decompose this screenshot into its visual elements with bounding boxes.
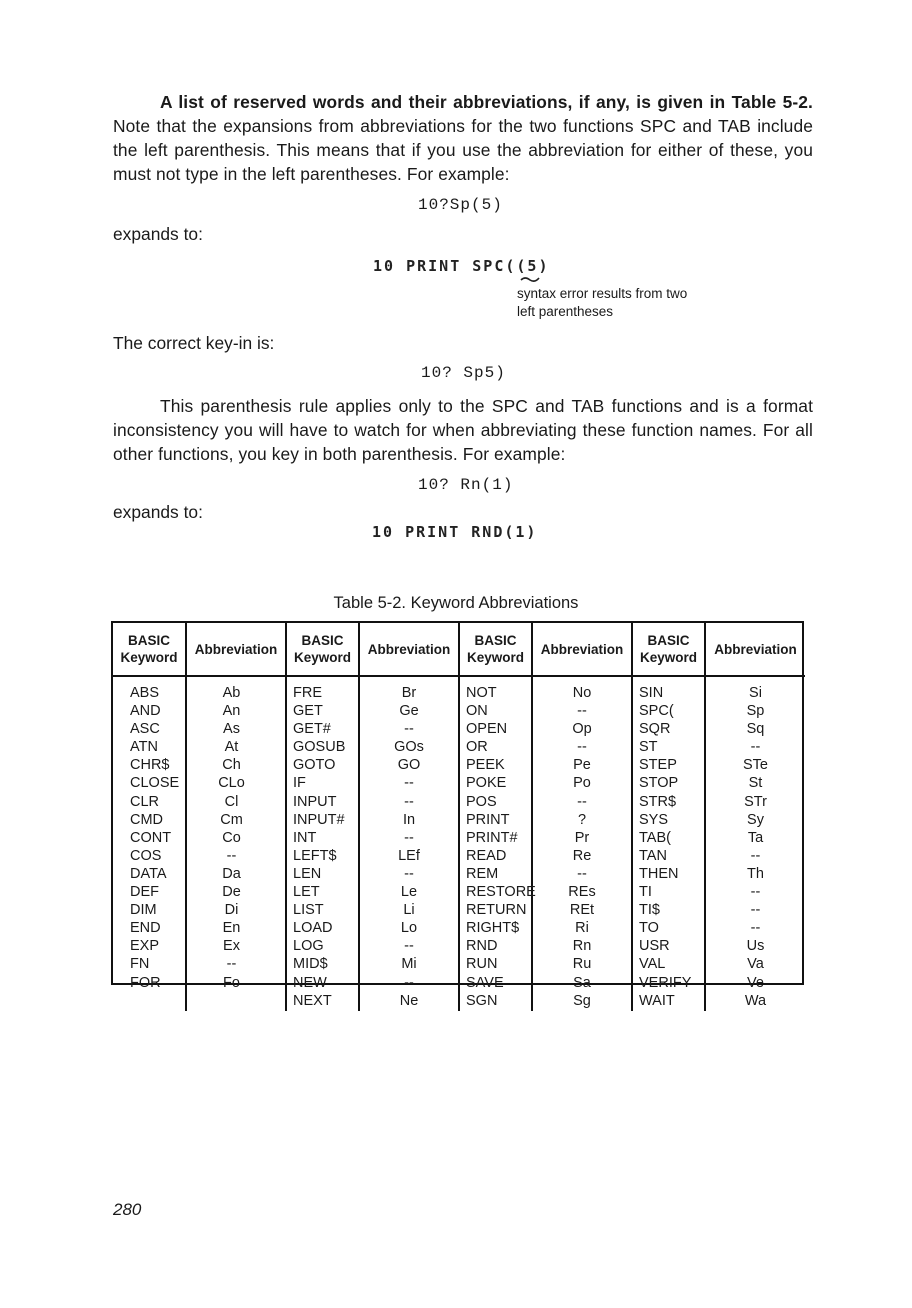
abbreviation-cell: Di bbox=[224, 902, 239, 919]
keyword-cell: FOR bbox=[130, 974, 161, 991]
abbreviation-cell: Ge bbox=[399, 703, 419, 720]
abbreviation-cell: -- bbox=[404, 793, 414, 810]
abbreviation-cell: Da bbox=[222, 865, 241, 882]
header-keyword-1: BASIC Keyword bbox=[113, 623, 186, 676]
abbreviation-cell: -- bbox=[750, 920, 761, 937]
example2-output: 10 PRINT RND(1) bbox=[372, 523, 538, 541]
keyword-cell: IF bbox=[293, 775, 306, 792]
abbreviation-cell: At bbox=[224, 739, 239, 756]
parenthesis-rule-paragraph: This parenthesis rule applies only to the SPC and TAB functions and is a format inconsistency you will have to watch for when abbreviating these function names. For all other functions, you key in both parenthesis. For example: bbox=[113, 396, 813, 464]
keyword-cell: POS bbox=[466, 793, 497, 810]
annotation-line-1: syntax error results from two bbox=[517, 286, 688, 301]
keyword-cell: LIST bbox=[293, 902, 324, 919]
keyword-cell: SGN bbox=[466, 992, 498, 1009]
keyword-cell: OPEN bbox=[466, 721, 508, 738]
abbreviation-cell: STr bbox=[744, 793, 767, 810]
keyword-cell: STR$ bbox=[639, 793, 677, 810]
table-header-row bbox=[113, 623, 805, 676]
abbreviation-cell: -- bbox=[577, 865, 587, 882]
example2-input: 10? Rn(1) bbox=[418, 476, 514, 494]
keyword-cell: INT bbox=[293, 829, 317, 846]
keyword-cell: DEF bbox=[130, 884, 159, 901]
abbreviation-cell: -- bbox=[404, 721, 414, 738]
keyword-cell: END bbox=[130, 920, 161, 937]
header-abbreviation-1: Abbreviation bbox=[186, 623, 286, 676]
keyword-cell: CLR bbox=[130, 793, 160, 810]
keyword-cell: ATN bbox=[130, 739, 158, 756]
abbreviation-cell: As bbox=[223, 721, 240, 738]
keyword-cell: MID$ bbox=[293, 956, 328, 973]
abbreviation-cell: Op bbox=[572, 721, 592, 738]
keyword-cell: GOSUB bbox=[293, 739, 346, 756]
abbreviation-cell: REs bbox=[568, 884, 596, 901]
abbreviation-cell: -- bbox=[404, 938, 414, 955]
abbreviation-cell: Co bbox=[222, 829, 241, 846]
keyword-cell: OR bbox=[466, 739, 488, 756]
keyword-cell: CONT bbox=[130, 829, 172, 846]
squiggle-mark-icon bbox=[520, 275, 540, 283]
keyword-cell: NEW bbox=[293, 974, 327, 991]
keyword-cell: TI$ bbox=[639, 902, 660, 919]
abbreviation-column-2 bbox=[359, 676, 459, 1011]
abbreviation-cell: Va bbox=[747, 956, 764, 973]
keyword-cell: LET bbox=[293, 884, 320, 901]
keyword-abbreviations-table bbox=[111, 621, 804, 1009]
abbreviation-column-4 bbox=[705, 676, 805, 1011]
header-keyword-3: BASIC Keyword bbox=[459, 623, 532, 676]
keyword-cell: CHR$ bbox=[130, 757, 170, 774]
keyword-cell: FN bbox=[130, 956, 150, 973]
abbreviation-cell: Rn bbox=[572, 938, 592, 955]
abbreviation-cell: -- bbox=[404, 865, 414, 882]
abbreviation-cell: Cm bbox=[220, 811, 243, 828]
table-body-row bbox=[113, 676, 805, 1011]
abbreviation-cell: Sy bbox=[747, 811, 764, 828]
correct-keyin: 10? Sp5) bbox=[421, 364, 506, 382]
abbreviation-cell: STe bbox=[743, 757, 768, 774]
keyword-cell: LEN bbox=[293, 865, 322, 882]
table-caption: Table 5-2. Keyword Abbreviations bbox=[333, 594, 579, 612]
keyword-cell: TO bbox=[639, 920, 659, 937]
keyword-cell: DIM bbox=[130, 902, 157, 919]
abbreviation-column-3 bbox=[532, 676, 632, 1011]
keyword-cell: USR bbox=[639, 938, 670, 955]
abbreviation-cell: Si bbox=[749, 685, 762, 701]
abbreviation-cell: Ne bbox=[399, 992, 419, 1009]
abbreviation-cell: Po bbox=[573, 775, 591, 792]
keyword-column-1 bbox=[113, 676, 186, 1011]
keyword-cell: THEN bbox=[639, 865, 679, 882]
example1-output: 10 PRINT SPC((5) bbox=[373, 257, 550, 275]
keyword-cell: SAVE bbox=[466, 974, 504, 991]
abbreviation-cell: Ta bbox=[747, 829, 764, 846]
abbreviation-cell: Ru bbox=[572, 956, 592, 973]
keyword-cell: POKE bbox=[466, 775, 507, 792]
keyword-cell: PRINT# bbox=[466, 829, 518, 846]
abbreviation-cell: Le bbox=[400, 884, 418, 901]
abbreviation-cell: Br bbox=[401, 685, 417, 701]
keyword-cell: STOP bbox=[639, 775, 679, 792]
keyword-cell: RUN bbox=[466, 956, 498, 973]
intro-paragraph bbox=[113, 90, 813, 186]
keyword-cell: SQR bbox=[639, 721, 671, 738]
annotation-line-2: left parentheses bbox=[517, 304, 614, 319]
example1-input: 10?Sp(5) bbox=[418, 196, 503, 214]
keyword-cell: ST bbox=[639, 739, 658, 756]
abbreviation-cell: Sa bbox=[573, 974, 591, 991]
keyword-cell: TI bbox=[639, 884, 652, 901]
keyword-cell: SIN bbox=[639, 685, 664, 701]
abbreviation-cell: De bbox=[222, 884, 241, 901]
abbreviation-cell: -- bbox=[404, 974, 414, 991]
abbreviation-cell: GO bbox=[397, 757, 421, 774]
keyword-cell: NOT bbox=[466, 685, 497, 701]
abbreviation-cell: -- bbox=[577, 739, 587, 756]
abbreviation-cell: Pr bbox=[574, 829, 590, 846]
abbreviation-cell: In bbox=[402, 811, 416, 828]
keyword-cell: INPUT# bbox=[293, 811, 345, 828]
abbreviation-cell: Ve bbox=[747, 974, 764, 991]
abbreviation-cell: En bbox=[222, 920, 241, 937]
keyword-cell: TAB( bbox=[639, 829, 671, 846]
abbreviation-cell: -- bbox=[404, 775, 414, 792]
keyword-cell: PRINT bbox=[466, 811, 510, 828]
abbreviation-cell: Th bbox=[747, 865, 764, 882]
keyword-cell: ASC bbox=[130, 721, 160, 738]
abbreviation-cell: Li bbox=[403, 902, 415, 919]
keyword-cell: GOTO bbox=[293, 757, 336, 774]
keyword-column-2 bbox=[286, 676, 359, 1011]
abbreviation-cell: Sp bbox=[746, 703, 765, 720]
abbreviation-cell: -- bbox=[404, 829, 414, 846]
abbreviation-cell: Fo bbox=[223, 974, 240, 991]
abbreviation-cell: -- bbox=[750, 847, 761, 864]
keyword-cell: CMD bbox=[130, 811, 164, 828]
keyword-cell: GET# bbox=[293, 721, 331, 738]
abbreviation-cell: CLo bbox=[218, 775, 245, 792]
example2-expands-label: expands to: bbox=[113, 502, 203, 522]
keyword-cell: AND bbox=[130, 703, 161, 720]
keyword-cell: LEFT$ bbox=[293, 847, 337, 864]
abbreviation-cell: Sq bbox=[746, 721, 765, 738]
abbreviation-cell: GOs bbox=[394, 739, 424, 756]
abbreviation-column-1 bbox=[186, 676, 286, 1011]
abbreviation-cell: Re bbox=[572, 847, 592, 864]
keyword-column-3 bbox=[459, 676, 536, 1011]
keyword-cell: NEXT bbox=[293, 992, 332, 1009]
keyword-cell: REM bbox=[466, 865, 499, 882]
keyword-cell: SPC( bbox=[639, 703, 674, 720]
abbreviation-cell: -- bbox=[577, 703, 587, 720]
abbreviation-cell: Cl bbox=[224, 793, 239, 810]
keyword-cell: FRE bbox=[293, 685, 322, 701]
abbreviation-cell: Lo bbox=[400, 920, 418, 937]
header-keyword-4: BASIC Keyword bbox=[632, 623, 705, 676]
abbreviation-cell: ? bbox=[577, 811, 587, 828]
keyword-cell: ABS bbox=[130, 685, 160, 701]
abbreviation-cell: -- bbox=[226, 847, 237, 864]
abbreviation-cell: Pe bbox=[573, 757, 591, 774]
keyword-cell: PEEK bbox=[466, 757, 505, 774]
page-number: 280 bbox=[113, 1200, 142, 1219]
abbreviation-cell: -- bbox=[226, 956, 237, 973]
abbreviation-cell: Ri bbox=[575, 920, 589, 937]
keyword-cell: INPUT bbox=[293, 793, 337, 810]
keyword-cell: SYS bbox=[639, 811, 669, 828]
abbreviation-cell: Ex bbox=[223, 938, 240, 955]
abbreviation-cell: Mi bbox=[401, 956, 417, 973]
keyword-cell: COS bbox=[130, 847, 162, 864]
header-abbreviation-3: Abbreviation bbox=[532, 623, 632, 676]
header-keyword-2: BASIC Keyword bbox=[286, 623, 359, 676]
abbreviation-cell: LEf bbox=[398, 847, 420, 864]
keyword-cell: LOAD bbox=[293, 920, 333, 937]
keyword-cell: DATA bbox=[130, 865, 167, 882]
abbreviation-cell: -- bbox=[750, 739, 761, 756]
correct-keyin-label: The correct key-in is: bbox=[113, 333, 275, 353]
abbreviation-cell: Wa bbox=[744, 992, 767, 1009]
abbreviation-cell: No bbox=[572, 685, 592, 701]
keyword-cell: STEP bbox=[639, 757, 677, 774]
abbreviation-cell: REt bbox=[569, 902, 595, 919]
keyword-cell: RND bbox=[466, 938, 498, 955]
abbreviation-cell: Us bbox=[746, 938, 765, 955]
keyword-cell: GET bbox=[293, 703, 323, 720]
keyword-column-4 bbox=[632, 676, 705, 1011]
keyword-cell: EXP bbox=[130, 938, 160, 955]
abbreviation-cell: -- bbox=[577, 793, 587, 810]
keyword-cell: ON bbox=[466, 703, 488, 720]
keyword-cell: CLOSE bbox=[130, 775, 180, 792]
intro-lead: A list of reserved words and their abbreviations, if any, is given in Table 5-2. bbox=[160, 92, 813, 112]
keyword-cell: TAN bbox=[639, 847, 667, 864]
abbreviation-cell: Ch bbox=[222, 757, 241, 774]
keyword-cell: VAL bbox=[639, 956, 666, 973]
abbreviation-cell: Sg bbox=[573, 992, 591, 1009]
keyword-cell: READ bbox=[466, 847, 507, 864]
keyword-cell: WAIT bbox=[639, 992, 675, 1009]
header-abbreviation-2: Abbreviation bbox=[359, 623, 459, 676]
keyword-cell: LOG bbox=[293, 938, 324, 955]
abbreviation-cell: Ab bbox=[222, 685, 241, 701]
intro-text: Note that the expansions from abbreviations for the two functions SPC and TAB include the left parenthesis. This means that if you use the abbreviation for either of these, you must not type in the left parentheses. For example: bbox=[113, 116, 813, 184]
abbreviation-cell: St bbox=[748, 775, 763, 792]
keyword-cell: RIGHT$ bbox=[466, 920, 520, 937]
abbreviation-cell: -- bbox=[750, 902, 761, 919]
keyword-cell: RETURN bbox=[466, 902, 527, 919]
abbreviation-cell: -- bbox=[750, 884, 761, 901]
syntax-error-annotation bbox=[517, 285, 687, 321]
keyword-cell: RESTORE bbox=[466, 884, 536, 901]
header-abbreviation-4: Abbreviation bbox=[705, 623, 805, 676]
keyword-cell: VERIFY bbox=[639, 974, 692, 991]
example1-expands-label: expands to: bbox=[113, 224, 203, 244]
abbreviation-cell: An bbox=[222, 703, 241, 720]
